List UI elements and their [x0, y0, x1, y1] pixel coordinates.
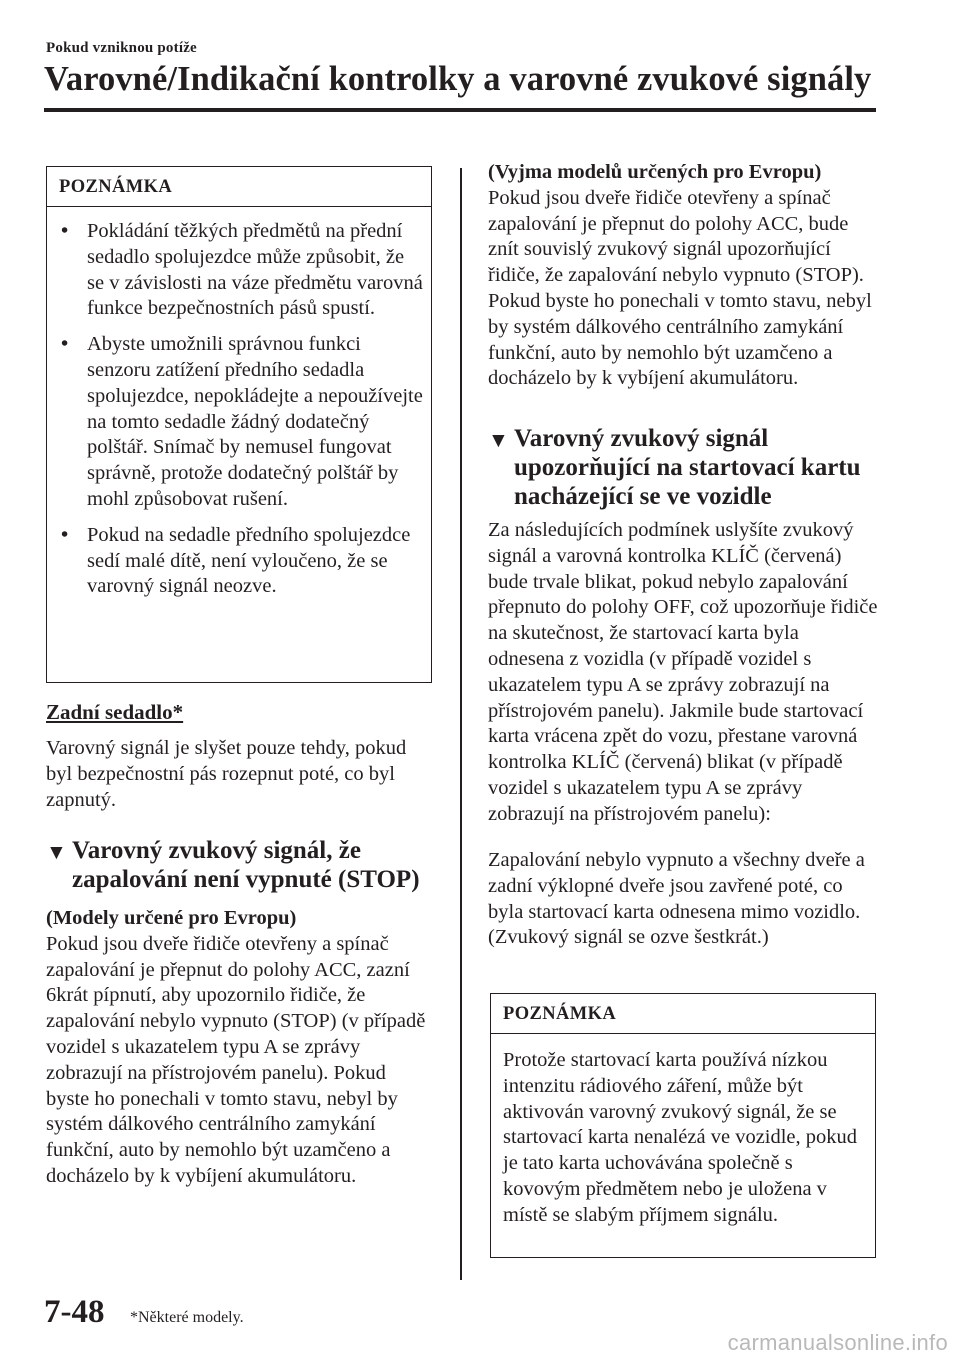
- except-europe-body: [488, 160, 878, 392]
- bullet-icon: •: [61, 523, 69, 546]
- section-label: Pokud vzniknou potíže: [46, 40, 197, 56]
- card-section-heading: [488, 424, 902, 511]
- bullet-icon: •: [61, 333, 69, 356]
- note-heading: POZNÁMKA: [47, 167, 431, 207]
- footnote: *Některé modely.: [130, 1309, 244, 1326]
- page-title: Varovné/Indikační kontrolky a varovné zvukové signály: [44, 60, 872, 98]
- note-list: [47, 207, 431, 600]
- rear-seat-heading: Zadní sedadlo*: [46, 700, 184, 724]
- note-box-seatbelt: [46, 166, 432, 683]
- bullet-icon: •: [61, 220, 69, 242]
- note-text: Protože startovací karta používá nízkou intenzitu rádiového záření, může být aktivován varovný zvukový signál, že se startovací karta nenalézá ve vozidle, pokud je tato karta uchovávána společně s kovovým předmětem nebo je uložena v místě se slabým příjmem signálu.: [503, 1049, 858, 1226]
- models-except-europe-label: (Vyjma modelů určených pro Evropu): [488, 161, 822, 183]
- note-box-card: [490, 993, 876, 1258]
- title-rule: [44, 108, 876, 112]
- card-section-text-2: Zapalování nebylo vypnuto a všechny dveře a zadní výklopné dveře jsou zavřené poté, co byla startovací karta odnesena mimo vozidlo. (Zvukový signál se ozve šestkrát.): [488, 849, 865, 949]
- models-europe-label: (Modely určené pro Evropu): [46, 907, 297, 929]
- stop-section-body: [46, 906, 432, 1190]
- note-item-text: Pokládání těžkých předmětů na přední sedadlo spolujezdce může způsobit, že se v závislosti na váze předmětu varovná funkce bezpečnostních pásů spustí.: [87, 220, 423, 320]
- card-section-text-1: Za následujících podmínek uslyšíte zvukový signál a varovná kontrolka KLÍČ (červená) bude trvale blikat, pokud nebylo zapalování přepnuto do polohy OFF, což upozorňuje řidiče na skutečnost, že startovací karta byla odnesena z vozidla (v případě vozidel s ukazatelem typu A se zprávy zobrazují na přístrojovém panelu). Jakmile bude startovací karta vrácena zpět do vozu, přestane varovná kontrolka KLÍČ (červená) blikat (v případě vozidel s ukazatelem typu A se zprávy zobrazují na přístrojovém panelu):: [488, 519, 878, 825]
- column-divider: [460, 168, 462, 1280]
- note-item: [59, 523, 423, 600]
- stop-section-heading: [46, 836, 452, 894]
- note-heading: POZNÁMKA: [491, 994, 875, 1034]
- triangle-down-icon: ▼: [488, 428, 509, 452]
- except-europe-text: Pokud jsou dveře řidiče otevřeny a spínač zapalování je přepnut do polohy ACC, bude znít souvislý zvukový signál upozorňující řidiče, že zapalování nebylo vypnuto (STOP). Pokud byste ho ponechali v tomto stavu, nebyl by systém dálkového centrálního zamykání funkční, auto by nemohlo být uzamčeno a docházelo by k vybíjení akumulátoru.: [488, 186, 872, 390]
- page-number: 7-48: [44, 1294, 105, 1330]
- stop-section-heading-text: Varovný zvukový signál, že zapalování není vypnuté (STOP): [72, 837, 420, 893]
- triangle-down-icon: ▼: [46, 840, 67, 864]
- stop-section-text: Pokud jsou dveře řidiče otevřeny a spínač zapalování je přepnut do polohy ACC, zazní 6krát pípnutí, aby upozornilo řidiče, že zapalování nebylo vypnuto (STOP) (v případě vozidel s ukazatelem typu A se zprávy zobrazují na přístrojovém panelu). Pokud byste ho ponechali v tomto stavu, nebyl by systém dálkového centrálního zamykání funkční, auto by nemohlo být uzamčeno a docházelo by k vybíjení akumulátoru.: [46, 932, 426, 1187]
- rear-seat-text: Varovný signál je slyšet pouze tehdy, pokud byl bezpečnostní pás rozepnut poté, co byl zapnutý.: [46, 737, 407, 811]
- card-section-heading-text: Varovný zvukový signál upozorňující na startovací kartu nacházející se ve vozidle: [514, 425, 861, 510]
- note-item-text: Pokud na sedadle předního spolujezdce sedí malé dítě, není vyloučeno, že se varovný signál neozve.: [87, 523, 411, 598]
- note-item: [59, 332, 423, 513]
- note-item-text: Abyste umožnili správnou funkci senzoru zatížení předního sedadla spolujezdce, nepokládejte a nepoužívejte na tomto sedadle žádný dodatečný polštář. Snímač by nemusel fungovat správně, protože dodatečný polštář by mohl způsobovat rušení.: [87, 333, 423, 510]
- watermark: carmanualsonline.info: [727, 1330, 948, 1355]
- note-item: [59, 219, 423, 322]
